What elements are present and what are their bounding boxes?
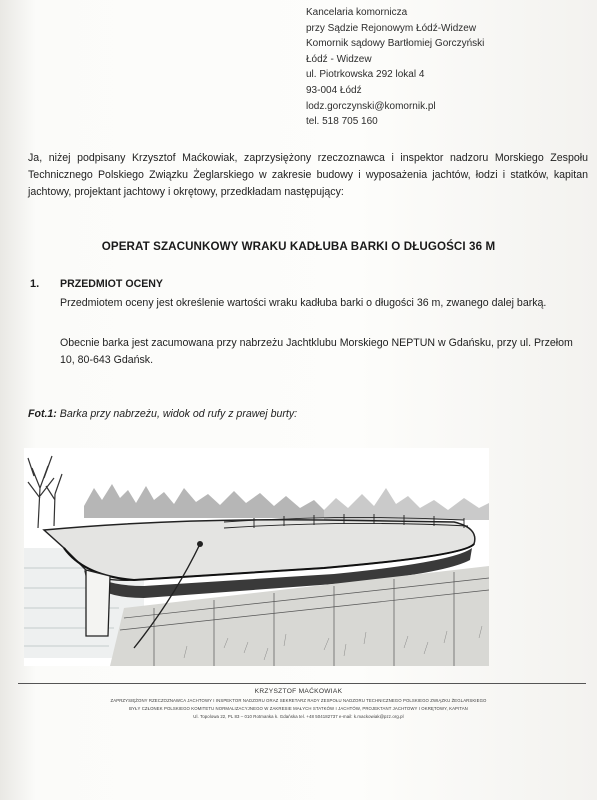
footer-contact-line: Ul. Topolowa 22, PL 83 – 010 Rotmanka k. Gdańska tel. +48 504182737 e-mail: k.mackowiak@pzz.org.pl xyxy=(193,714,404,719)
address-line: ul. Piotrkowska 292 lokal 4 xyxy=(306,69,425,81)
intro-paragraph: Ja, niżej podpisany Krzysztof Maćkowiak, zaprzysiężony rzeczoznawca i inspektor nadzoru Morskiego Zespołu Technicznego Polskiego Związku Żeglarskiego w zakresie budowy i wyposażenia jachtów, łodzi i statków, kapitan jachtowy, projektant jachtowy i okrętowy, przedkładam następujący: xyxy=(28,152,588,198)
address-line: tel. 518 705 160 xyxy=(306,116,378,128)
footer-credentials-line: BYŁY CZŁONEK POLSKIEGO KOMITETU NORMALIZACYJNEGO W ZAKRESIE MAŁYCH STATKÓW I JACHTÓW, PROJEKTANT JACHTOWY I OKRĘTOWY, KAPITAN xyxy=(129,706,468,711)
bailiff-address-block xyxy=(306,5,591,130)
address-line: lodz.gorczynski@komornik.pl xyxy=(306,100,436,112)
barge-photo xyxy=(24,448,489,666)
figure-label: Fot.1: xyxy=(28,408,57,420)
address-line: przy Sądzie Rejonowym Łódź-Widzew xyxy=(306,22,477,34)
section-paragraph: Obecnie barka jest zacumowana przy nabrzeżu Jachtklubu Morskiego NEPTUN w Gdańsku, przy ul. Przełom 10, 80-643 Gdańsk. xyxy=(60,337,573,366)
section-title: PRZEDMIOT OCENY xyxy=(60,278,163,290)
address-line: Łódź - Widzew xyxy=(306,53,372,65)
footer-credentials-line: ZAPRZYSIĘŻONY RZECZOZNAWCA JACHTOWY I INSPEKTOR NADZORU ORAZ SEKRETARZ RADY ZESPOŁU NADZORU TECHNICZNEGO POLSKIEGO ZWIĄZKU ŻEGLARSKIEGO xyxy=(110,698,487,703)
figure-caption xyxy=(28,408,568,420)
footer-divider xyxy=(18,683,586,684)
address-line: Komornik sądowy Bartłomiej Gorczyński xyxy=(306,38,485,50)
section-paragraph: Przedmiotem oceny jest określenie wartości wraku kadłuba barki o długości 36 m, zwanego dalej barką. xyxy=(60,297,547,309)
address-line: 93-004 Łódź xyxy=(306,84,362,96)
footer-name: KRZYSZTOF MAĆKOWIAK xyxy=(254,688,343,695)
section-number: 1. xyxy=(30,278,40,290)
address-line: Kancelaria komornicza xyxy=(306,7,408,18)
figure-caption-text: Barka przy nabrzeżu, widok od rufy z prawej burty: xyxy=(59,408,298,420)
document-title: OPERAT SZACUNKOWY WRAKU KADŁUBA BARKI O DŁUGOŚCI 36 M xyxy=(101,240,496,253)
